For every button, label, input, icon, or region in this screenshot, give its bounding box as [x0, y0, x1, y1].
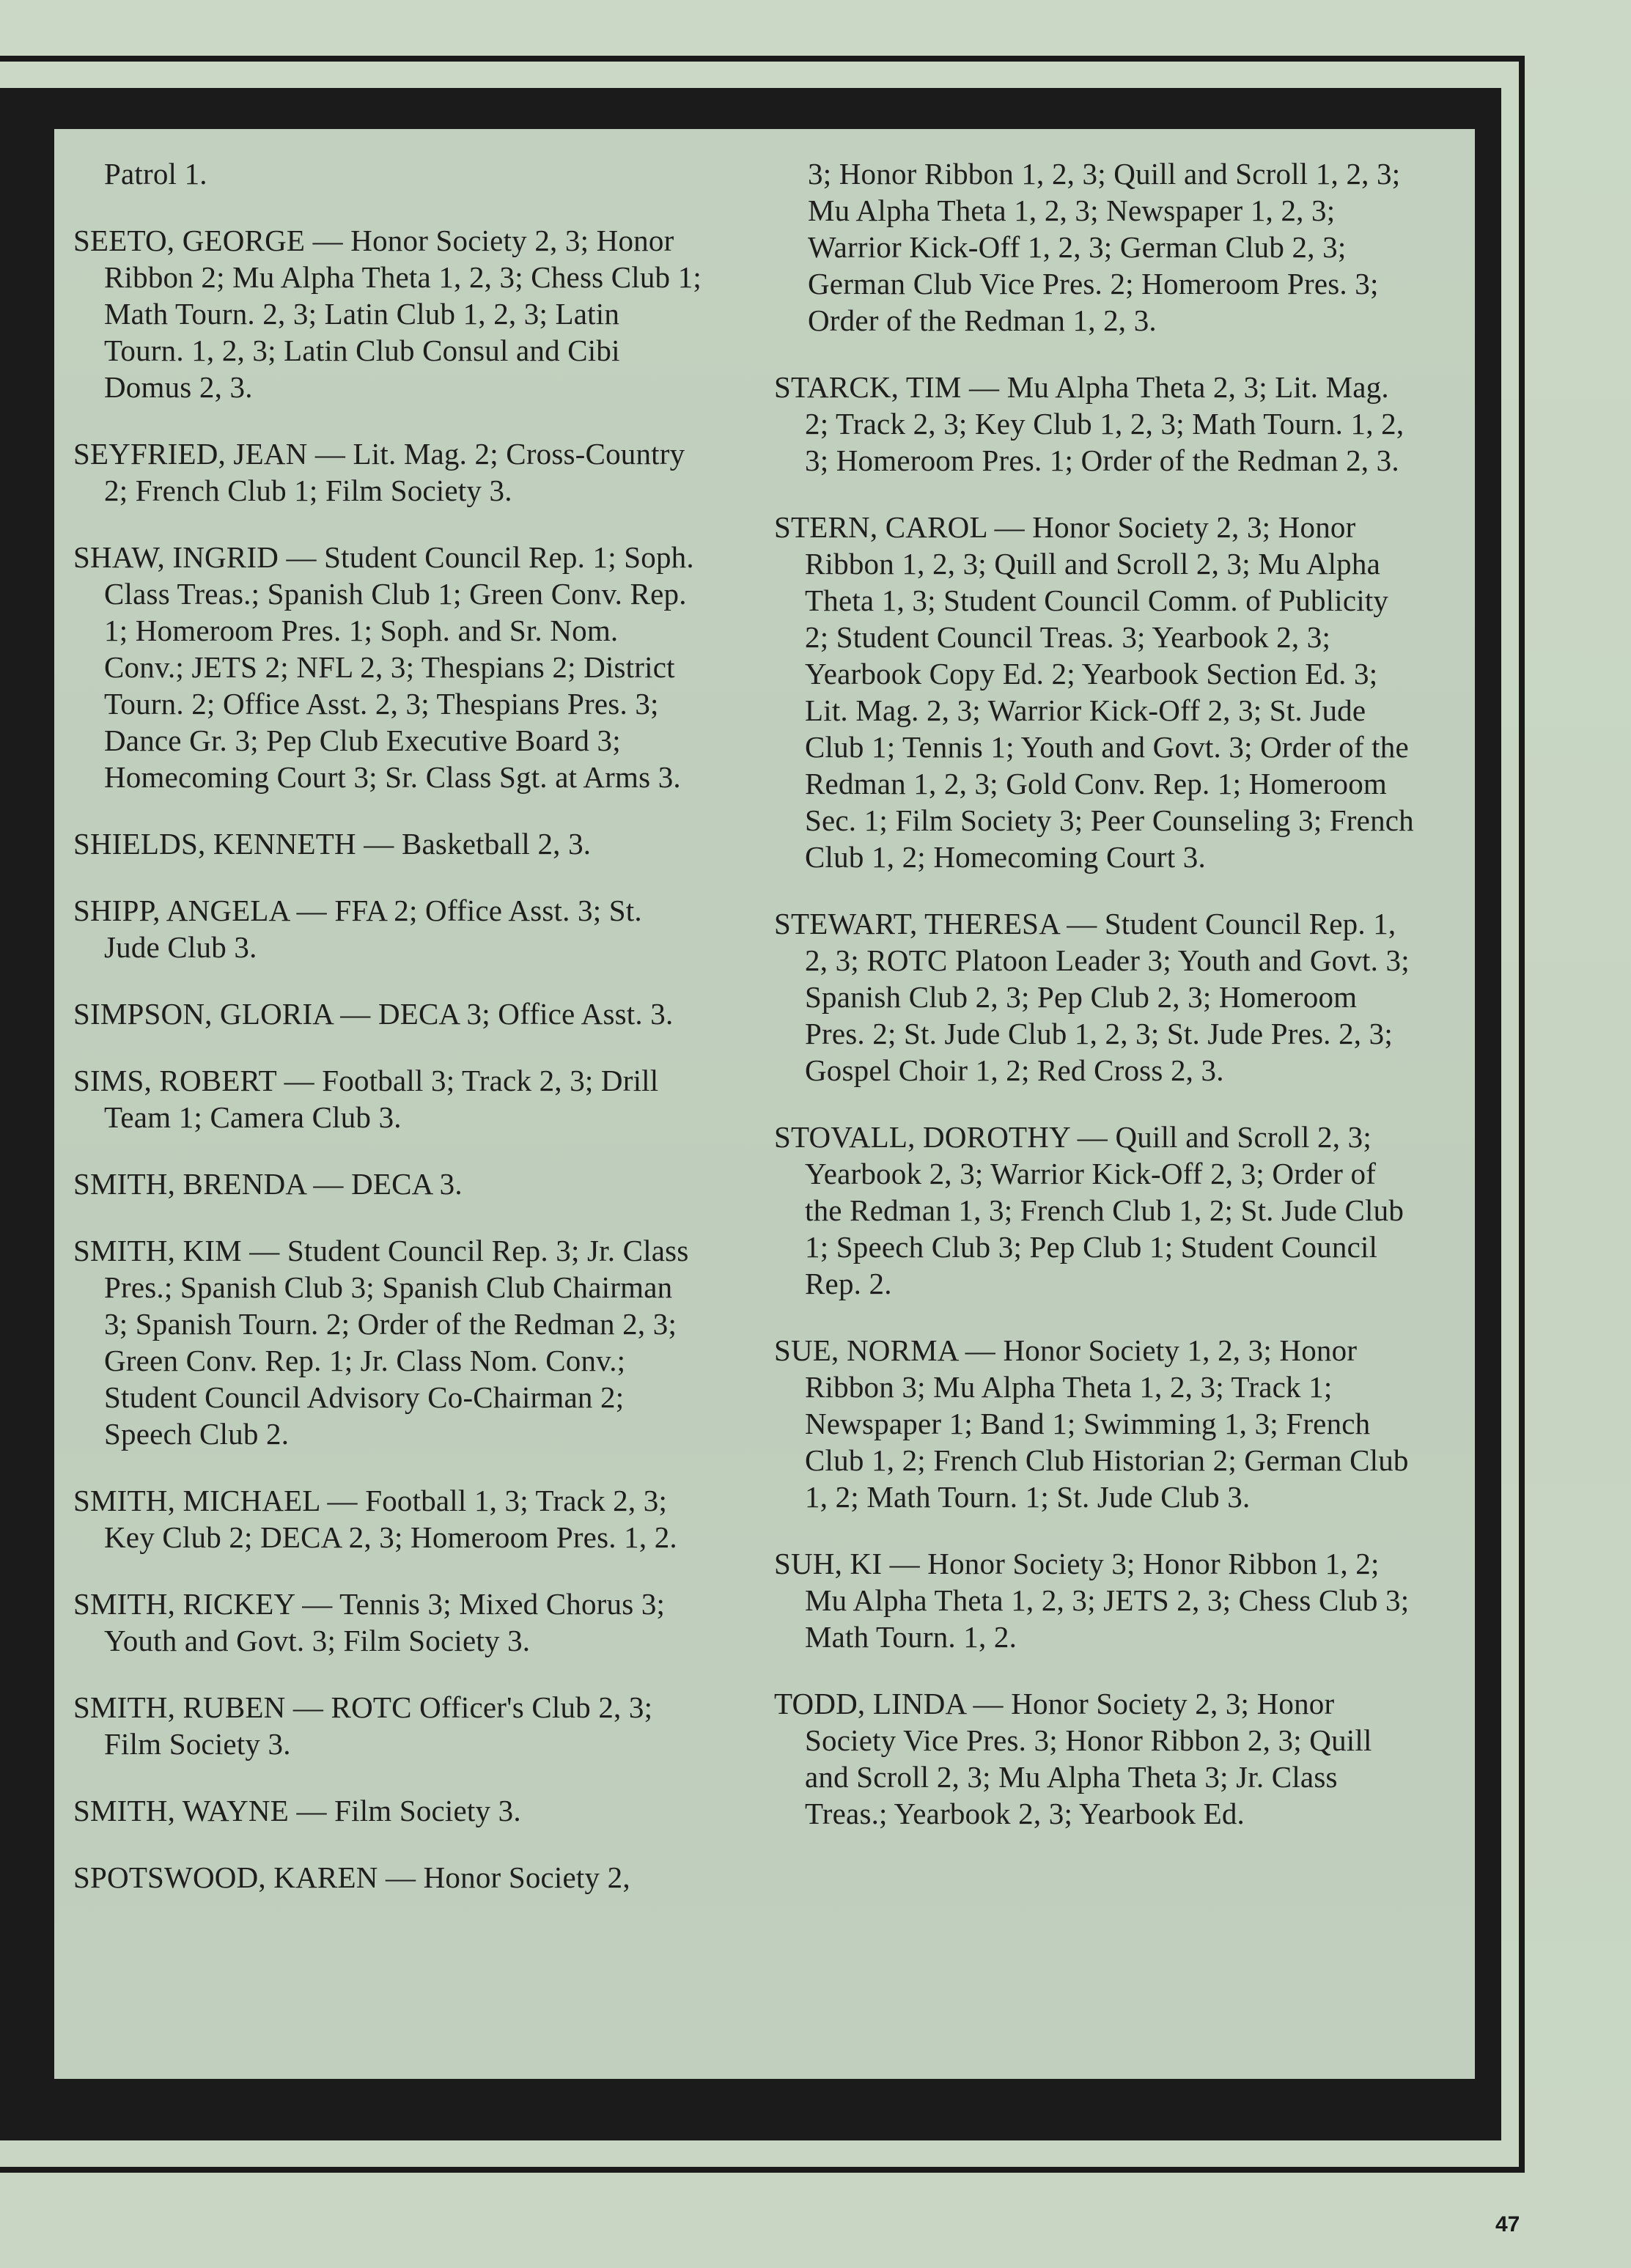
name-dash: — [241, 1234, 287, 1267]
activities-text: Film Society 3. [334, 1794, 521, 1827]
student-entry [774, 369, 1419, 479]
student-name: SEYFRIED, JEAN [73, 437, 308, 471]
student-name: SIMPSON, GLORIA [73, 997, 333, 1031]
activities-text: ROTC Officer's Club 2, 3; Film Society 3. [104, 1690, 653, 1761]
right-entries [774, 369, 1419, 1832]
student-name: SUE, NORMA [774, 1333, 958, 1367]
student-entry [73, 1166, 704, 1202]
right-column [774, 155, 1419, 1862]
student-entry [73, 995, 704, 1032]
activities-text: Tennis 3; Mixed Chorus 3; Youth and Govt. 3; Film Society 3. [104, 1587, 666, 1657]
activities-text: Football 3; Track 2, 3; Drill Team 1; Camera Club 3. [104, 1064, 659, 1134]
student-entry [73, 1062, 704, 1135]
student-name: TODD, LINDA [774, 1687, 966, 1720]
activities-text: Honor Society 3; Honor Ribbon 1, 2; Mu Alpha Theta 1, 2, 3; JETS 2, 3; Chess Club 3; Math Tourn. 1, 2. [805, 1547, 1410, 1654]
name-dash: — [294, 1587, 340, 1621]
activities-text: Quill and Scroll 2, 3; Yearbook 2, 3; Warrior Kick-Off 2, 3; Order of the Redman 1, 3; French Club 1, 2; St. Jude Club 1; Speech Club 3; Pep Club 1; Student Council Rep. 2. [805, 1120, 1404, 1300]
student-entry [73, 1482, 704, 1555]
student-name: SIMS, ROBERT [73, 1064, 277, 1097]
name-dash: — [307, 437, 353, 471]
activities-text: FFA 2; Office Asst. 3; St. Jude Club 3. [104, 894, 642, 964]
name-dash: — [882, 1547, 928, 1580]
student-entry [73, 1586, 704, 1659]
activities-text: DECA 3. [351, 1167, 463, 1201]
name-dash: — [289, 1794, 335, 1827]
activities-text: Lit. Mag. 2; Cross-Country 2; French Club 1; Film Society 3. [104, 437, 685, 507]
student-entry [73, 892, 704, 965]
name-dash: — [965, 1687, 1012, 1720]
activities-text: Honor Society 2, 3; Honor Ribbon 2; Mu Alpha Theta 1, 2, 3; Chess Club 1; Math Tourn. 2, 3; Latin Club 1, 2, 3; Latin Tourn. 1, 2, 3; Latin Club Consul and Cibi Domus 2, 3. [104, 224, 702, 404]
top-rule [0, 56, 1525, 62]
name-dash: — [276, 1064, 323, 1097]
name-dash: — [957, 1333, 1004, 1367]
activities-text: Student Council Rep. 1, 2, 3; ROTC Platoon Leader 3; Youth and Govt. 3; Spanish Club 2, 3; Pep Club 2, 3; Homeroom Pres. 2; St. Jude Club 1, 2, 3; St. Jude Pres. 2, 3; Gospel Choir 1, 2; Red Cross 2, 3. [805, 907, 1410, 1087]
student-entry [774, 509, 1419, 875]
student-entry [774, 905, 1419, 1089]
student-name: SMITH, RUBEN [73, 1690, 286, 1724]
activities-text: Student Council Rep. 1; Soph. Class Treas.; Spanish Club 1; Green Conv. Rep. 1; Homeroom Pres. 1; Soph. and Sr. Nom. Conv.; JETS 2; NFL 2, 3; Thespians 2; District Tourn. 2; Office Asst. 2, 3; Thespians Pres. 3; Dance Gr. 3; Pep Club Executive Board 3; Homecoming Court 3; Sr. Class Sgt. at Arms 3. [104, 540, 694, 794]
student-name: SMITH, RICKEY [73, 1587, 295, 1621]
name-dash: — [378, 1860, 424, 1894]
name-dash: — [289, 894, 335, 927]
activities-text: DECA 3; Office Asst. 3. [378, 997, 674, 1031]
student-entry [774, 1332, 1419, 1515]
student-name: STEWART, THERESA [774, 907, 1059, 940]
page-number: 47 [1495, 2212, 1520, 2236]
student-name: SHAW, INGRID [73, 540, 279, 574]
activities-text: Honor Society 2, 3; Honor Ribbon 1, 2, 3; Quill and Scroll 2, 3; Mu Alpha Theta 1, 3; Student Council Comm. of Publicity 2; Student Council Treas. 3; Yearbook 2, 3; Yearbook Copy Ed. 2; Yearbook Section Ed. 3; Lit. Mag. 2, 3; Warrior Kick-Off 2, 3; St. Jude Club 1; Tennis 1; Youth and Govt. 3; Order of the Redman 1, 2, 3; Gold Conv. Rep. 1; Homeroom Sec. 1; Film Society 3; Peer Counseling 3; French Club 1, 2; Homecoming Court 3. [805, 510, 1414, 874]
student-entry [774, 1685, 1419, 1832]
activities-text: Student Council Rep. 3; Jr. Class Pres.; Spanish Club 3; Spanish Club Chairman 3; Spanish Tourn. 2; Order of the Redman 2, 3; Green Conv. Rep. 1; Jr. Class Nom. Conv.; Student Council Advisory Co-Chairman 2; Speech Club 2. [104, 1234, 689, 1451]
student-entry [73, 539, 704, 795]
name-dash: — [961, 370, 1007, 404]
student-name: SPOTSWOOD, KAREN [73, 1860, 378, 1894]
name-dash: — [332, 997, 378, 1031]
continuation-text: 3; Honor Ribbon 1, 2, 3; Quill and Scroll 1, 2, 3; Mu Alpha Theta 1, 2, 3; Newspaper 1, 2, 3; Warrior Kick-Off 1, 2, 3; German Club 2, 3; German Club Vice Pres. 2; Homeroom Pres. 3; Order of the Redman 1, 2, 3. [808, 157, 1401, 337]
activities-text: Football 1, 3; Track 2, 3; Key Club 2; DECA 2, 3; Homeroom Pres. 1, 2. [104, 1484, 677, 1554]
student-entry [774, 1119, 1419, 1302]
name-dash: — [356, 827, 402, 861]
left-entries [73, 222, 704, 1896]
student-name: SMITH, WAYNE [73, 1794, 289, 1827]
name-dash: — [1069, 1120, 1116, 1154]
continuation-text: Patrol 1. [104, 157, 207, 191]
name-dash: — [285, 1690, 331, 1724]
student-name: SMITH, MICHAEL [73, 1484, 320, 1517]
name-dash: — [320, 1484, 366, 1517]
student-name: SHIPP, ANGELA [73, 894, 290, 927]
activities-text: Basketball 2, 3. [401, 827, 592, 861]
right-rule [1519, 56, 1525, 2173]
left-column [73, 155, 704, 1926]
student-entry [73, 435, 704, 509]
student-entry [73, 1689, 704, 1762]
student-name: SMITH, KIM [73, 1234, 242, 1267]
bottom-rule [0, 2167, 1525, 2173]
name-dash: — [305, 224, 351, 257]
activities-text: Mu Alpha Theta 2, 3; Lit. Mag. 2; Track 2, 3; Key Club 1, 2, 3; Math Tourn. 1, 2, 3; Homeroom Pres. 1; Order of the Redman 2, 3. [805, 370, 1404, 477]
student-name: STARCK, TIM [774, 370, 962, 404]
student-entry [73, 1792, 704, 1829]
name-dash: — [987, 510, 1033, 544]
activities-text: Honor Society 1, 2, 3; Honor Ribbon 3; Mu Alpha Theta 1, 2, 3; Track 1; Newspaper 1; Band 1; Swimming 1, 3; French Club 1, 2; French Club Historian 2; German Club 1, 2; Math Tourn. 1; St. Jude Club 3. [805, 1333, 1409, 1514]
student-name: SEETO, GEORGE [73, 224, 306, 257]
student-name: SHIELDS, KENNETH [73, 827, 356, 861]
activities-text: Honor Society 2, 3; Honor Society Vice Pres. 3; Honor Ribbon 2, 3; Quill and Scroll 2, 3; Mu Alpha Theta 3; Jr. Class Treas.; Yearbook 2, 3; Yearbook Ed. [805, 1687, 1372, 1830]
student-entry [774, 1545, 1419, 1655]
student-entry [73, 1232, 704, 1452]
name-dash: — [1059, 907, 1105, 940]
student-entry [73, 222, 704, 405]
student-name: SMITH, BRENDA [73, 1167, 306, 1201]
student-name: STOVALL, DOROTHY [774, 1120, 1070, 1154]
student-entry [73, 825, 704, 862]
name-dash: — [279, 540, 325, 574]
student-name: SUH, KI [774, 1547, 883, 1580]
student-name: STERN, CAROL [774, 510, 987, 544]
name-dash: — [305, 1167, 352, 1201]
student-entry [73, 1859, 704, 1896]
activities-text: Honor Society 2, [423, 1860, 630, 1894]
